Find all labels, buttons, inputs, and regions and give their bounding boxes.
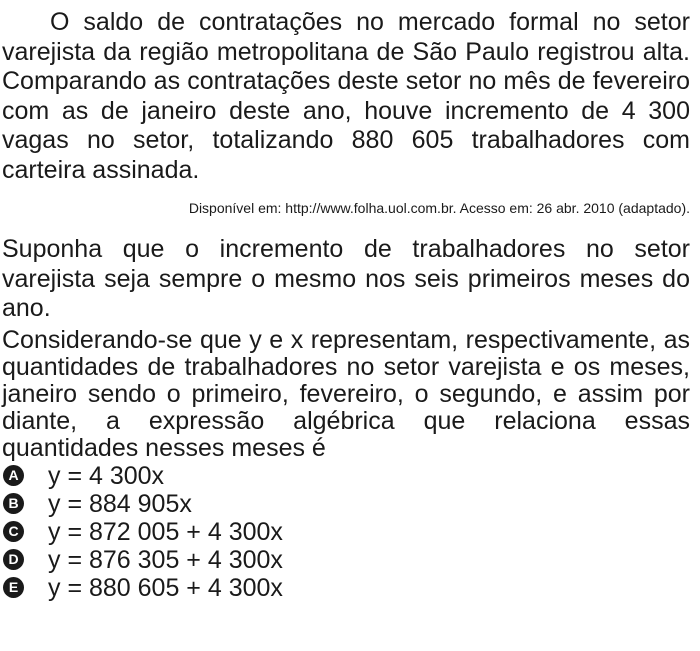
- answer-options: [2, 462, 690, 602]
- option-b-text: y = 884 905x: [48, 489, 192, 518]
- option-b[interactable]: [2, 490, 690, 518]
- option-e-letter-badge: E: [3, 577, 24, 598]
- option-b-letter-badge: B: [3, 493, 24, 514]
- option-e[interactable]: [2, 574, 690, 602]
- option-d-letter-badge: D: [3, 549, 24, 570]
- option-c[interactable]: [2, 518, 690, 546]
- option-a[interactable]: [2, 462, 690, 490]
- question-prompt: Considerando-se que y e x representam, respectivamente, as quantidades de trabalhadores no setor varejista e os meses, janeiro sendo o primeiro, fevereiro, o segundo, e assim por diante, a expressão algébrica que relaciona essas quantidades nesses meses é: [2, 325, 690, 462]
- context-paragraph: O saldo de contratações no mercado formal no setor varejista da região metropolitana de São Paulo registrou alta. Comparando as contratações deste setor no mês de fevereiro com as de janeiro deste ano, houve incremento de 4 300 vagas no setor, totalizando 880 605 trabalhadores com carteira assinada.: [2, 8, 690, 184]
- option-d-text: y = 876 305 + 4 300x: [48, 545, 283, 574]
- option-d[interactable]: [2, 546, 690, 574]
- option-c-text: y = 872 005 + 4 300x: [48, 517, 283, 546]
- option-e-text: y = 880 605 + 4 300x: [48, 573, 283, 602]
- option-a-text: y = 4 300x: [48, 461, 165, 490]
- option-a-letter-badge: A: [3, 465, 24, 486]
- source-citation: Disponível em: http://www.folha.uol.com.br. Acesso em: 26 abr. 2010 (adaptado).: [188, 200, 690, 216]
- question-assumption: Suponha que o incremento de trabalhadores no setor varejista seja sempre o mesmo nos seis primeiros meses do ano.: [2, 235, 690, 322]
- option-c-letter-badge: C: [3, 521, 24, 542]
